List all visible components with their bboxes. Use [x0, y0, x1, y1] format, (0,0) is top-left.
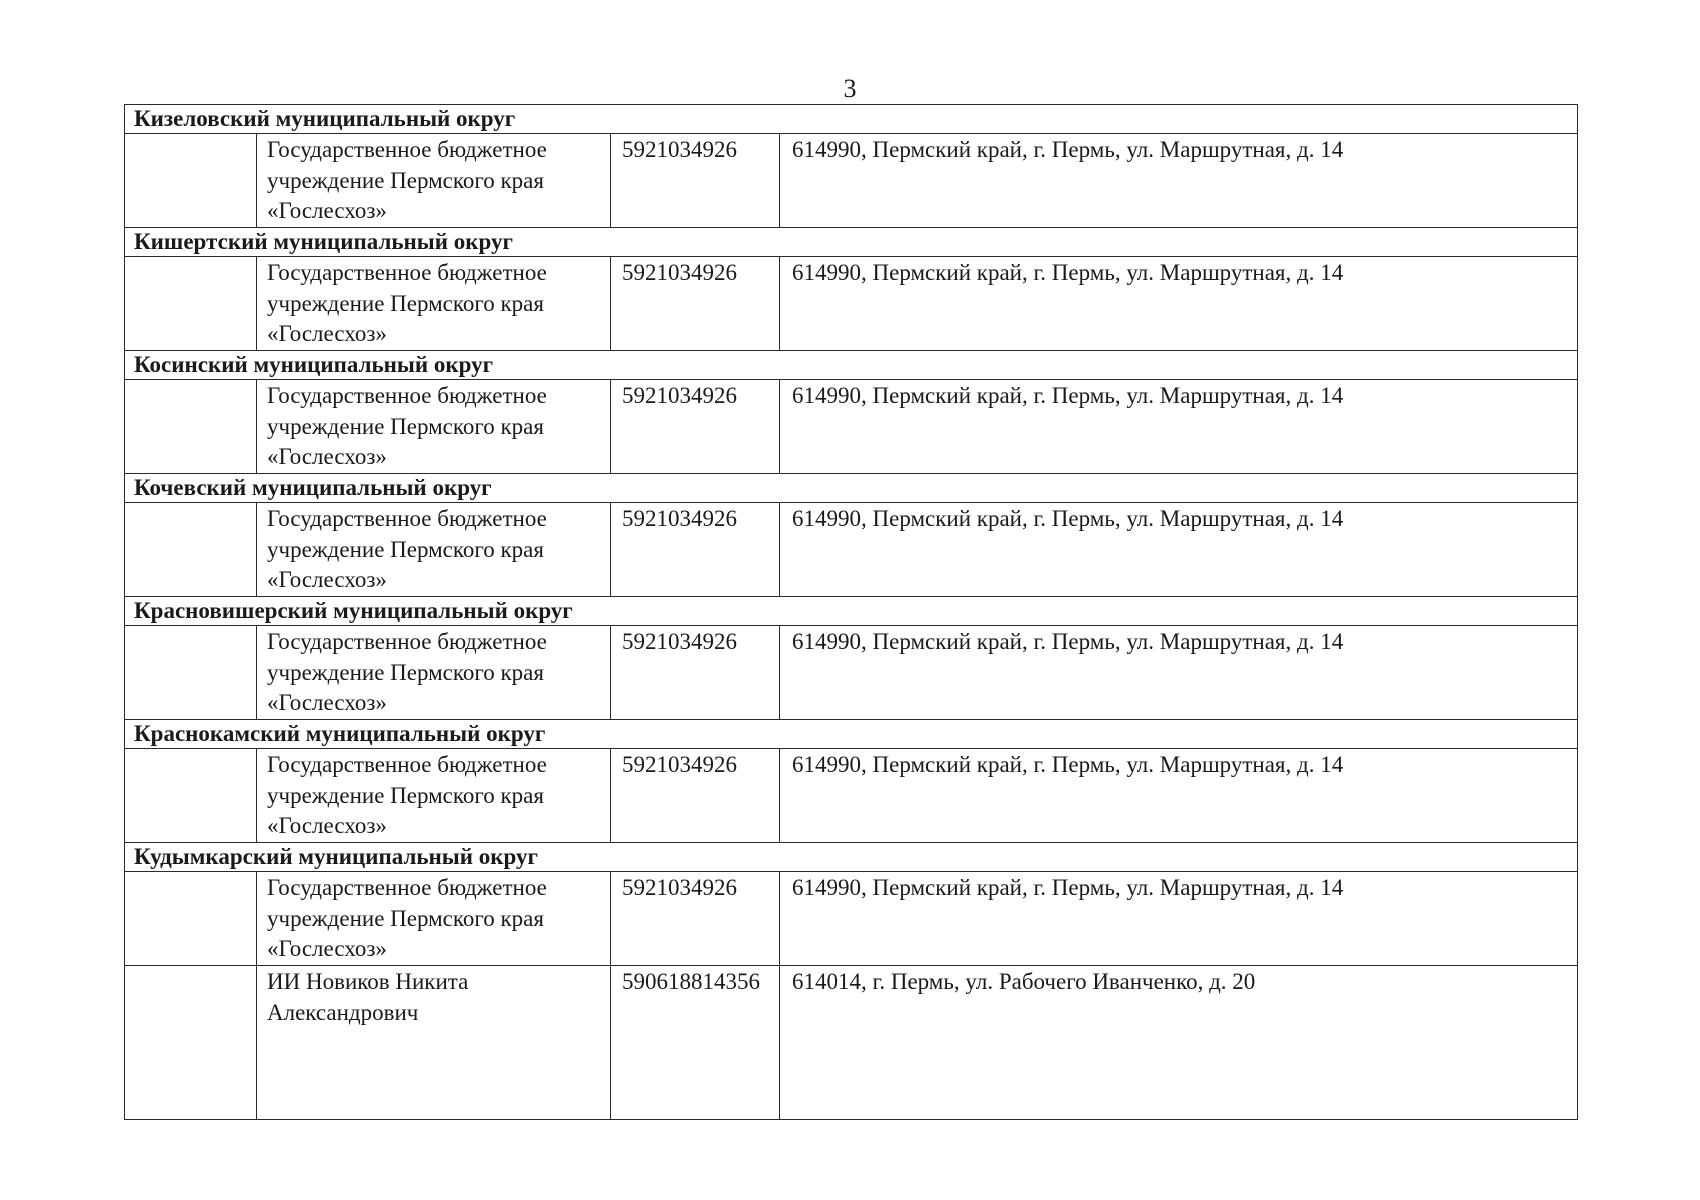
- group-header-row: [125, 720, 1578, 749]
- group-header-row: [125, 843, 1578, 872]
- organization-cell: Государственное бюджетное учреждение Пермского края «Гослесхоз»: [257, 257, 611, 351]
- group-name: Краснокамский муниципальный округ: [125, 720, 1578, 749]
- address-cell: 614990, Пермский край, г. Пермь, ул. Маршрутная, д. 14: [780, 749, 1578, 843]
- address-cell: 614014, г. Пермь, ул. Рабочего Иванченко, д. 20: [780, 966, 1578, 1120]
- group-header-row: [125, 474, 1578, 503]
- blank-cell: [125, 503, 257, 597]
- table-row: [125, 257, 1578, 351]
- blank-cell: [125, 380, 257, 474]
- inn-cell: 5921034926: [611, 872, 780, 966]
- inn-cell: 5921034926: [611, 503, 780, 597]
- blank-cell: [125, 626, 257, 720]
- address-cell: 614990, Пермский край, г. Пермь, ул. Маршрутная, д. 14: [780, 380, 1578, 474]
- table-row: [125, 503, 1578, 597]
- table-row: [125, 749, 1578, 843]
- page-number: 3: [843, 74, 857, 103]
- table-row: [125, 626, 1578, 720]
- table-row: [125, 134, 1578, 228]
- inn-cell: 5921034926: [611, 626, 780, 720]
- group-name: Красновишерский муниципальный округ: [125, 597, 1578, 626]
- inn-cell: 590618814356: [611, 966, 780, 1120]
- address-cell: 614990, Пермский край, г. Пермь, ул. Маршрутная, д. 14: [780, 872, 1578, 966]
- group-header-row: [125, 351, 1578, 380]
- registry-table: [124, 104, 1578, 1120]
- inn-cell: 5921034926: [611, 134, 780, 228]
- group-name: Кочевский муниципальный округ: [125, 474, 1578, 503]
- organization-cell: Государственное бюджетное учреждение Пермского края «Гослесхоз»: [257, 626, 611, 720]
- organization-cell: ИИ Новиков Никита Александрович: [257, 966, 611, 1120]
- inn-cell: 5921034926: [611, 749, 780, 843]
- group-header-row: [125, 105, 1578, 134]
- blank-cell: [125, 134, 257, 228]
- group-header-row: [125, 228, 1578, 257]
- address-cell: 614990, Пермский край, г. Пермь, ул. Маршрутная, д. 14: [780, 503, 1578, 597]
- group-name: Косинский муниципальный округ: [125, 351, 1578, 380]
- blank-cell: [125, 749, 257, 843]
- organization-cell: Государственное бюджетное учреждение Пермского края «Гослесхоз»: [257, 380, 611, 474]
- blank-cell: [125, 872, 257, 966]
- inn-cell: 5921034926: [611, 257, 780, 351]
- group-name: Кизеловский муниципальный округ: [125, 105, 1578, 134]
- inn-cell: 5921034926: [611, 380, 780, 474]
- group-header-row: [125, 597, 1578, 626]
- table-row: [125, 966, 1578, 1120]
- blank-cell: [125, 257, 257, 351]
- address-cell: 614990, Пермский край, г. Пермь, ул. Маршрутная, д. 14: [780, 257, 1578, 351]
- table-row: [125, 380, 1578, 474]
- address-cell: 614990, Пермский край, г. Пермь, ул. Маршрутная, д. 14: [780, 626, 1578, 720]
- group-name: Кишертский муниципальный округ: [125, 228, 1578, 257]
- organization-cell: Государственное бюджетное учреждение Пермского края «Гослесхоз»: [257, 134, 611, 228]
- registry-table-body: [125, 105, 1578, 1120]
- organization-cell: Государственное бюджетное учреждение Пермского края «Гослесхоз»: [257, 749, 611, 843]
- organization-cell: Государственное бюджетное учреждение Пермского края «Гослесхоз»: [257, 872, 611, 966]
- table-row: [125, 872, 1578, 966]
- address-cell: 614990, Пермский край, г. Пермь, ул. Маршрутная, д. 14: [780, 134, 1578, 228]
- group-name: Кудымкарский муниципальный округ: [125, 843, 1578, 872]
- organization-cell: Государственное бюджетное учреждение Пермского края «Гослесхоз»: [257, 503, 611, 597]
- blank-cell: [125, 966, 257, 1120]
